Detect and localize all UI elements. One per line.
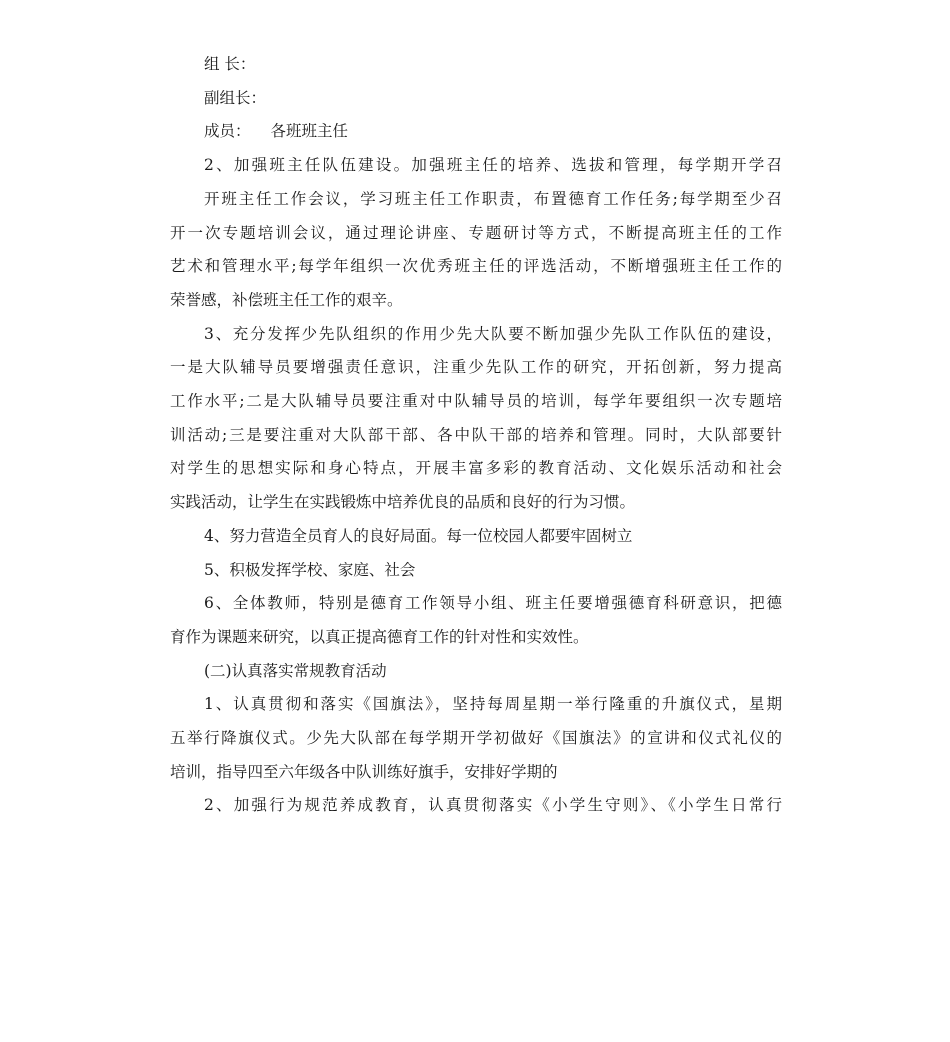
paragraph-text: 对学生的思想实际和身心特点，开展丰富多彩的教育活动、文化娱乐活动和社会 [170, 459, 782, 478]
deputy-leader-label: 副组长： [204, 88, 267, 107]
paragraph-text: 一是大队辅导员要增强责任意识，注重少先队工作的研究，开拓创新，努力提高 [170, 358, 782, 377]
paragraph-line [170, 756, 782, 790]
paragraph-text: 荣誉感，补偿班主任工作的艰辛。 [170, 290, 403, 309]
paragraph-line [170, 688, 782, 722]
paragraph-text: 五举行降旗仪式。少先大队部在每学期开学初做好《国旗法》的宣讲和仪式礼仪的 [170, 729, 782, 748]
leader-line [170, 48, 782, 82]
section-heading [170, 655, 782, 689]
paragraph-text: 4、努力营造全员育人的良好局面。每一位校园人都要牢固树立 [204, 526, 633, 545]
paragraph-line [170, 621, 782, 655]
section-heading-text: (二)认真落实常规教育活动 [204, 661, 387, 680]
paragraph-line [170, 722, 782, 756]
deputy-leader-line [170, 82, 782, 116]
paragraph-text: 工作水平;二是大队辅导员要注重对中队辅导员的培训，每学年要组织一次专题培 [170, 392, 782, 411]
paragraph-line [170, 520, 782, 554]
paragraph-text: 3、充分发挥少先队组织的作用少先大队要不断加强少先队工作队伍的建设， [204, 324, 782, 343]
paragraph-text: 育作为课题来研究，以真正提高德育工作的针对性和实效性。 [170, 627, 589, 646]
paragraph-text: 5、积极发挥学校、家庭、社会 [204, 560, 416, 579]
members-line [170, 115, 782, 149]
paragraph-line [170, 217, 782, 251]
paragraph-text: 开班主任工作会议，学习班主任工作职责，布置德育工作任务;每学期至少召 [204, 189, 782, 208]
paragraph-text: 实践活动，让学生在实践锻炼中培养优良的品质和良好的行为习惯。 [170, 493, 636, 512]
paragraph-text: 培训，指导四至六年级各中队训练好旗手，安排好学期的 [170, 762, 558, 781]
paragraph-text: 1、认真贯彻和落实《国旗法》，坚持每周星期一举行隆重的升旗仪式，星期 [204, 695, 782, 714]
paragraph-text: 2、加强班主任队伍建设。加强班主任的培养、选拔和管理，每学期开学召 [204, 156, 782, 175]
paragraph-text: 6、全体教师，特别是德育工作领导小组、班主任要增强德育科研意识，把德 [204, 594, 782, 613]
leader-label: 组 长： [204, 55, 256, 73]
paragraph-line [170, 318, 782, 352]
paragraph-text: 艺术和管理水平;每学年组织一次优秀班主任的评选活动，不断增强班主任工作的 [170, 257, 782, 276]
members-label: 成员： [204, 122, 251, 141]
paragraph-line [170, 587, 782, 621]
paragraph-text: 训活动;三是要注重对大队部干部、各中队干部的培养和管理。同时，大队部要针 [170, 425, 782, 444]
paragraph-line [170, 486, 782, 520]
paragraph-text: 2、加强行为规范养成教育，认真贯彻落实《小学生守则》、《小学生日常行 [204, 796, 782, 815]
members-value: 各班班主任 [270, 122, 349, 141]
paragraph-line [170, 385, 782, 419]
paragraph-line [170, 183, 782, 217]
paragraph-text: 开一次专题培训会议，通过理论讲座、专题研讨等方式，不断提高班主任的工作 [170, 223, 782, 242]
paragraph-line [170, 789, 782, 823]
paragraph-line [170, 149, 782, 183]
paragraph-line [170, 250, 782, 284]
paragraph-line [170, 452, 782, 486]
paragraph-line [170, 554, 782, 588]
document-body [170, 48, 782, 823]
paragraph-line [170, 419, 782, 453]
paragraph-line [170, 351, 782, 385]
paragraph-line [170, 284, 782, 318]
